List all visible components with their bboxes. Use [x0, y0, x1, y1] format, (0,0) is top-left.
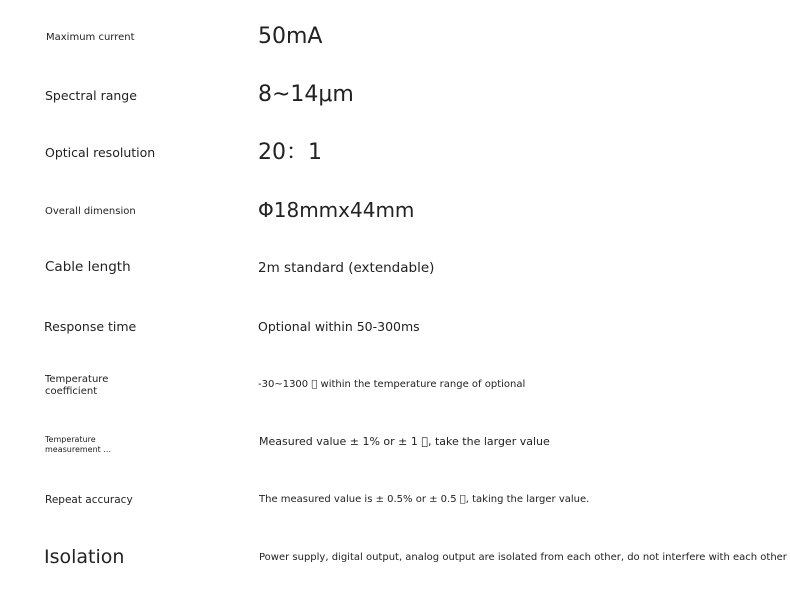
spec-label: Overall dimension	[45, 206, 136, 217]
spec-value: -30~1300 ￿ within the temperature range of optional	[258, 379, 526, 390]
spec-label: Response time	[44, 319, 137, 334]
spec-value: 20：1	[258, 140, 322, 165]
spec-label: Optical resolution	[45, 145, 156, 160]
spec-value: Φ18mmx44mm	[258, 198, 415, 222]
spec-value: Power supply, digital output, analog output are isolated from each other, do not interfere with each other	[259, 552, 787, 563]
spec-label: Isolation	[44, 546, 125, 568]
spec-label: Repeat accuracy	[45, 494, 133, 506]
spec-value: Measured value ± 1% or ± 1 ￿, take the larger value	[259, 435, 550, 448]
spec-label	[45, 435, 155, 454]
spec-label	[45, 374, 155, 397]
spec-value: The measured value is ± 0.5% or ± 0.5 ￿, taking the larger value.	[259, 494, 590, 505]
spec-label: Cable length	[45, 259, 131, 275]
spec-value: 8~14μm	[258, 82, 354, 107]
spec-label-line: Temperature	[45, 374, 109, 385]
spec-label-line: Temperature	[45, 435, 96, 444]
spec-label-line: measurement ...	[45, 444, 111, 454]
spec-label: Maximum current	[46, 32, 135, 43]
spec-label-line: coefficient	[45, 385, 98, 397]
spec-value: 50mA	[258, 24, 323, 49]
spec-value: 2m standard (extendable)	[258, 260, 435, 276]
spec-value: Optional within 50-300ms	[258, 319, 420, 334]
spec-label: Spectral range	[45, 88, 137, 103]
